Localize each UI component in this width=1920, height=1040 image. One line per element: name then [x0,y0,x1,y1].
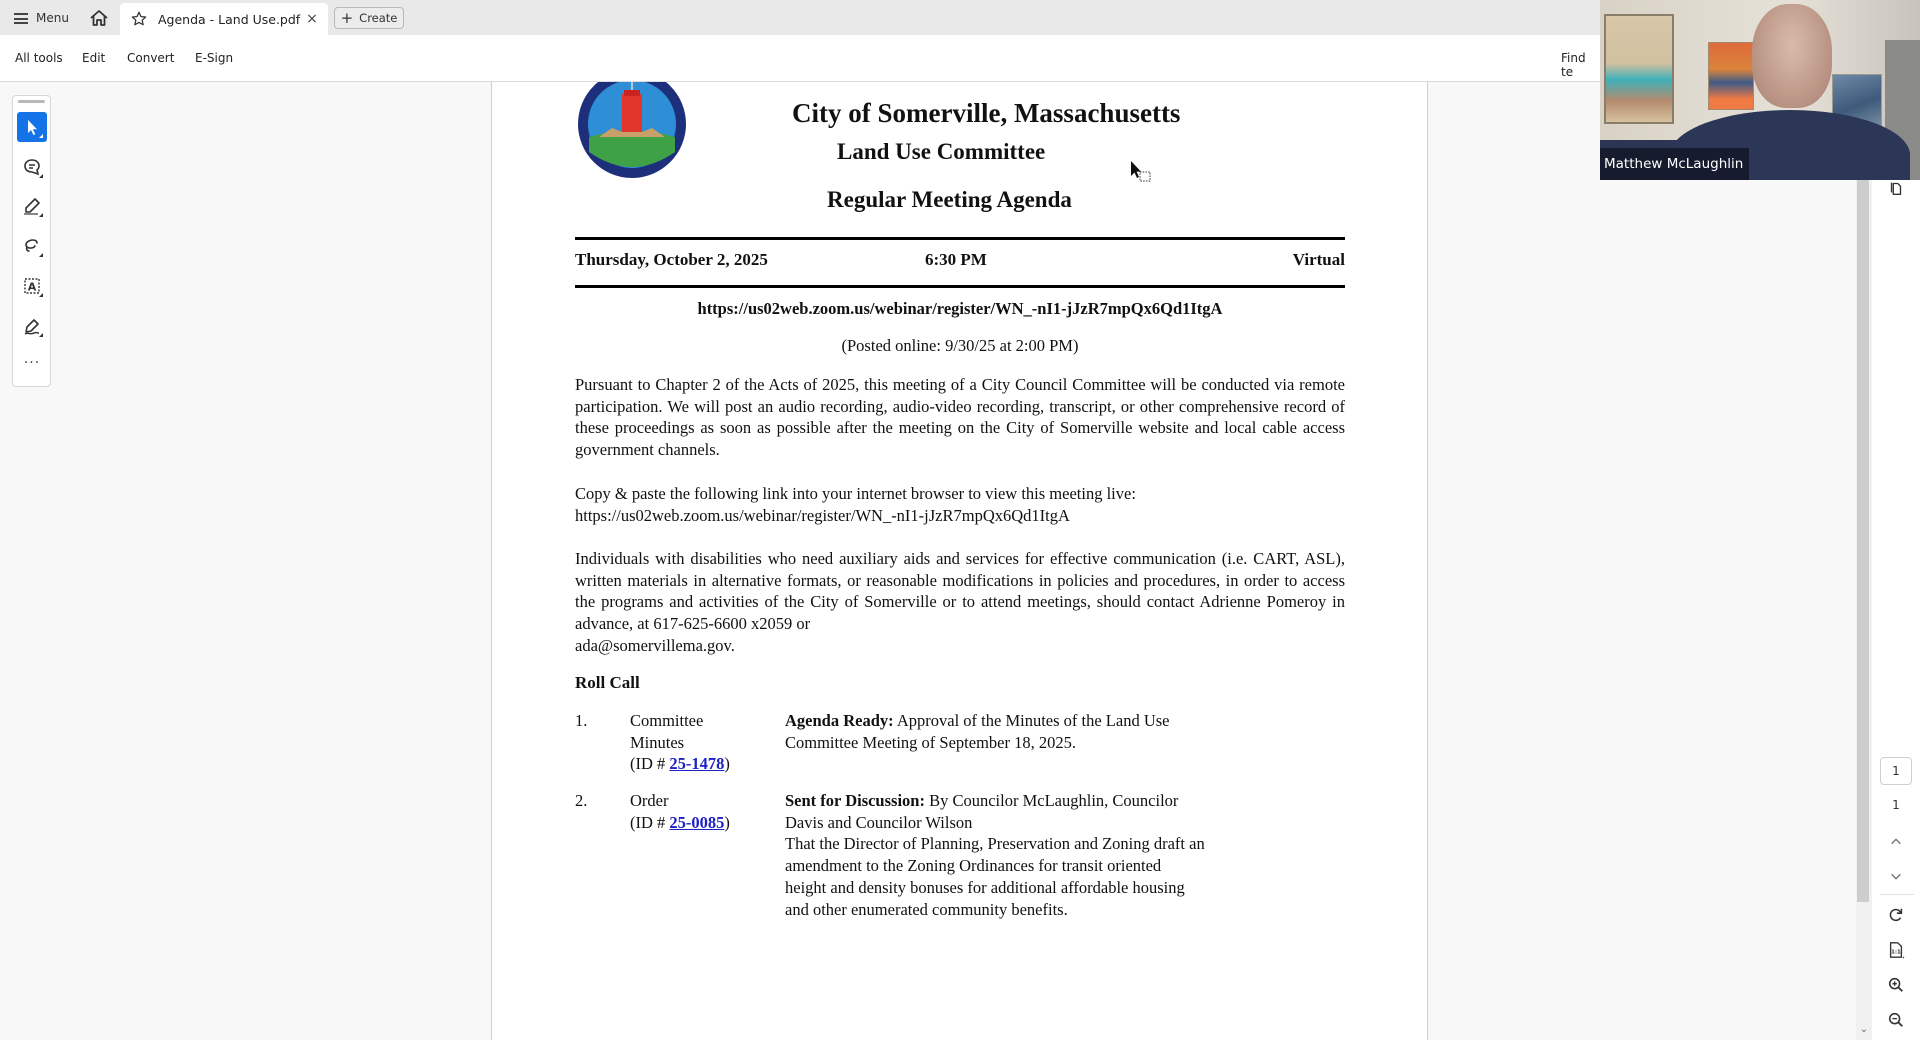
svg-text:1:1: 1:1 [1891,949,1901,956]
more-tools-icon[interactable]: ··· [23,355,41,371]
next-page-button[interactable] [1884,864,1908,888]
find-text-button[interactable]: Find te [1561,51,1586,79]
doc-city-title: City of Somerville, Massachusetts [792,98,1181,128]
agenda-item-text: By Councilor McLaughlin, Councilor Davis and Councilor Wilson [785,791,1179,832]
participant-name-label: Matthew McLaughlin [1600,148,1749,180]
live-link-instructions: Copy & paste the following link into your internet browser to view this meeting live: [575,484,1136,503]
page-fit-button[interactable] [1884,938,1908,962]
agenda-item-id [630,753,750,775]
accessibility-text: Individuals with disabilities who need auxiliary aids and services for effective communication (i.e. CART, ASL), written materials in alternative formats, or reasonable modifications in policies and procedures, in order to access the programs and activities of the City of Somerville or to attend meetings, should contact Adrienne Pomeroy in advance, at 617-625-6600 x2059 or [575,549,1345,634]
dropdown-triangle-icon [39,174,43,178]
svg-text:A: A [27,280,37,294]
menu-label: Menu [36,11,69,25]
id-prefix: (ID # [630,754,670,774]
toolbar [0,35,1600,82]
total-pages: 1 [1892,798,1900,812]
doc-committee-title: Land Use Committee [837,139,1046,164]
previous-page-button[interactable] [1884,830,1908,854]
participant-head [1752,4,1832,108]
agenda-item-description [785,790,1205,920]
doc-agenda-subtitle: Regular Meeting Agenda [827,187,1072,212]
sign-tool-button[interactable] [17,311,47,341]
remote-participation-paragraph: Pursuant to Chapter 2 of the Acts of 2025, this meeting of a City Council Committee will be conducted via remote participation. We will post an audio recording, audio-video recording, transcript, or other comprehensive record of these proceedings as soon as possible after the meeting on the City of Somerville website and local cable access government channels. [575,375,1345,460]
home-icon [88,7,110,29]
dropdown-triangle-icon [39,134,43,138]
draw-tool-button[interactable] [17,231,47,261]
mouse-cursor-icon [1130,160,1152,188]
meeting-location: Virtual [1292,250,1345,269]
copy-pages-icon [1887,179,1905,197]
dropdown-triangle-icon [39,333,43,337]
dropdown-triangle-icon [39,293,43,297]
rail-divider [1880,894,1914,895]
zoom-out-button[interactable] [1884,1008,1908,1032]
ada-email[interactable]: ada@somervillema.gov. [575,635,735,655]
document-tab[interactable] [120,3,328,35]
scrollbar-thumb[interactable] [1857,180,1869,902]
video-painting [1708,42,1754,110]
agenda-item-status: Agenda Ready: [785,711,894,730]
text-select-tool-button[interactable] [17,271,47,301]
agenda-item-type-line: Minutes [630,732,685,752]
live-link-url[interactable]: https://us02web.zoom.us/webinar/register/WN_-nI1-jJzR7mpQx6Qd1ItgA [575,505,1070,525]
agenda-item-text: Approval of the Minutes of the Land Use Committee Meeting of September 18, 2025. [785,711,1170,752]
agenda-item-type [630,790,750,833]
id-suffix: ) [724,754,730,774]
header-rule-top [575,237,1345,240]
agenda-item-number: 1. [575,711,588,730]
agenda-item-id-link[interactable]: 25-0085 [669,812,725,832]
chevron-down-icon [1889,869,1903,883]
home-button[interactable] [88,7,110,29]
close-tab-icon[interactable]: × [306,11,318,27]
chevron-up-icon [1889,835,1903,849]
agenda-item-description [785,710,1205,753]
city-seal-logo [577,82,687,182]
agenda-item-status: Sent for Discussion: [785,791,925,810]
video-painting [1604,14,1674,124]
star-icon[interactable] [130,10,148,28]
agenda-item-type-line: Order [630,791,669,810]
comment-tool-button[interactable] [17,152,47,182]
highlight-tool-button[interactable] [17,191,47,221]
pdf-page [491,82,1428,1040]
tab-title: Agenda - Land Use.pdf [158,11,301,27]
dropdown-triangle-icon [39,253,43,257]
live-link-paragraph [575,483,1345,526]
rail-grip[interactable] [18,100,45,103]
actual-size-icon [1887,941,1905,959]
meeting-info-row [575,250,1345,272]
agenda-item-id [630,812,750,834]
zoom-link-bold[interactable]: https://us02web.zoom.us/webinar/register/WN_-nI1-jJzR7mpQx6Qd1ItgA [697,299,1223,318]
all-tools-menu[interactable]: All tools [15,51,63,65]
meeting-time: 6:30 PM [925,250,987,269]
posted-online-note: (Posted online: 9/30/25 at 2:00 PM) [841,336,1079,355]
quick-tools-rail [12,95,51,387]
rotate-icon [1887,906,1905,924]
create-button[interactable] [334,7,404,29]
dropdown-triangle-icon [39,213,43,217]
convert-menu[interactable]: Convert [127,51,175,65]
roll-call-heading: Roll Call [575,673,640,692]
current-page-input[interactable]: 1 [1880,757,1912,785]
zoom-out-icon [1887,1011,1905,1029]
agenda-item-number: 2. [575,791,588,810]
esign-menu[interactable]: E-Sign [195,51,234,65]
hamburger-icon [14,13,28,24]
video-call-overlay[interactable] [1600,0,1920,180]
scroll-down-arrow-icon[interactable]: ⌄ [1859,1024,1869,1035]
edit-menu[interactable]: Edit [82,51,106,65]
create-label: Create [359,11,398,25]
id-prefix: (ID # [630,812,670,832]
zoom-in-icon [1887,976,1905,994]
header-rule-bottom [575,285,1345,288]
select-tool-button[interactable] [17,112,47,142]
accessibility-paragraph [575,548,1345,657]
menu-button[interactable] [14,8,69,28]
agenda-item-type [630,710,750,775]
id-suffix: ) [724,812,730,832]
agenda-item-id-link[interactable]: 25-1478 [669,754,725,774]
agenda-item-type-line: Committee [630,711,704,730]
agenda-item-body: That the Director of Planning, Preservation and Zoning draft an amendment to the Zoning Ordinances for transit oriented height and density bonuses for additional affordable housing and other enumerated community benefits. [785,834,1205,919]
plus-icon: + [340,8,354,27]
zoom-in-button[interactable] [1884,973,1908,997]
rotate-button[interactable] [1884,903,1908,927]
meeting-date: Thursday, October 2, 2025 [575,250,768,269]
